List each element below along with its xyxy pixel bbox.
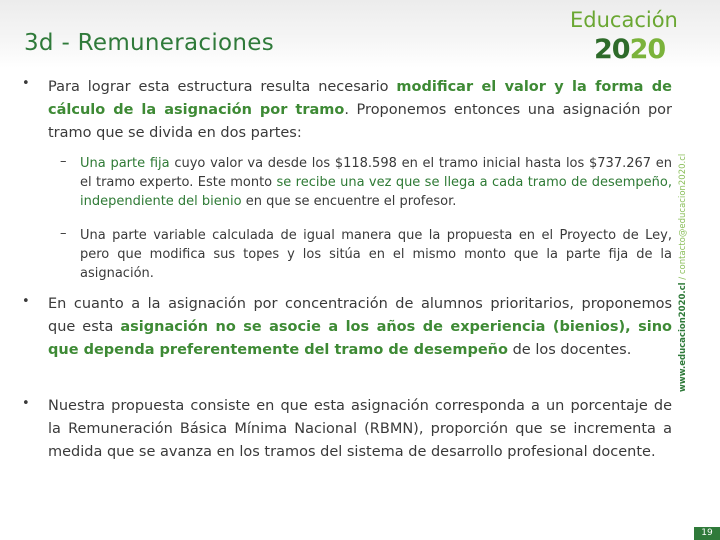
sub-item-marker: – (60, 226, 67, 241)
bullet-marker: • (22, 396, 30, 411)
slide-title: 3d - Remuneraciones (24, 30, 275, 56)
side-url-bold: www.educacion2020.cl (678, 282, 688, 392)
sub-item-1 (80, 154, 672, 211)
sub-item-1-text-b: en que se encuentre el profesor. (241, 194, 457, 209)
sub-item-2-text: Una parte variable calculada de igual manera que la propuesta en el Proyecto de Ley, pero que modifica sus topes y los sitúa en el mismo monto que la parte fija de la asignación. (80, 228, 672, 281)
sub-item-2 (80, 226, 672, 283)
bullet-1-highlight: modificar el valor y la forma de cálculo de la asignación por tramo (48, 79, 672, 118)
side-website-url (678, 132, 688, 392)
logo-year (594, 34, 665, 65)
bullet-2-text-b: de los docentes. (507, 342, 632, 358)
educacion-2020-logo (570, 8, 682, 66)
logo-word: Educación (570, 8, 678, 32)
sub-item-1-highlight-a: Una parte fija (80, 156, 170, 171)
sub-item-1-highlight-b: se recibe una vez que se llega a cada tramo de desempeño, independiente del bienio (80, 175, 672, 209)
bullet-2-text-a: En cuanto a la asignación por concentración de alumnos prioritarios, proponemos que esta (48, 296, 672, 335)
bullet-1-text-b: . Proponemos entonces una asignación por tramo que se divida en dos partes: (48, 102, 672, 141)
page-number: 19 (694, 527, 720, 540)
logo-year-part-2: 20 (629, 34, 666, 65)
side-url-rest: / contacto@educacion2020.cl (678, 153, 688, 283)
bullet-marker: • (22, 76, 30, 91)
bullet-1-text-a: Para lograr esta estructura resulta necesario (48, 79, 397, 95)
bullet-paragraph-3 (48, 395, 672, 464)
logo-year-part-1: 20 (594, 34, 630, 65)
bullet-3-text: Nuestra propuesta consiste en que esta asignación corresponda a un porcentaje de la Remuneración Básica Mínima Nacional (RBMN), proporción que se incrementa a medida que se avanza en los tramos del sistema de desarrollo profesional docente. (48, 398, 672, 460)
sub-item-marker: – (60, 154, 67, 169)
sub-item-1-text-a: cuyo valor va desde los $118.598 en el tramo inicial hasta los $737.267 en el tramo experto. Este monto (80, 156, 672, 190)
bullet-paragraph-1 (48, 76, 672, 145)
bullet-2-highlight: asignación no se asocie a los años de experiencia (bienios), sino que dependa preferentemente del tramo de desempeño (48, 319, 672, 358)
bullet-marker: • (22, 294, 30, 309)
bullet-paragraph-2 (48, 293, 672, 362)
